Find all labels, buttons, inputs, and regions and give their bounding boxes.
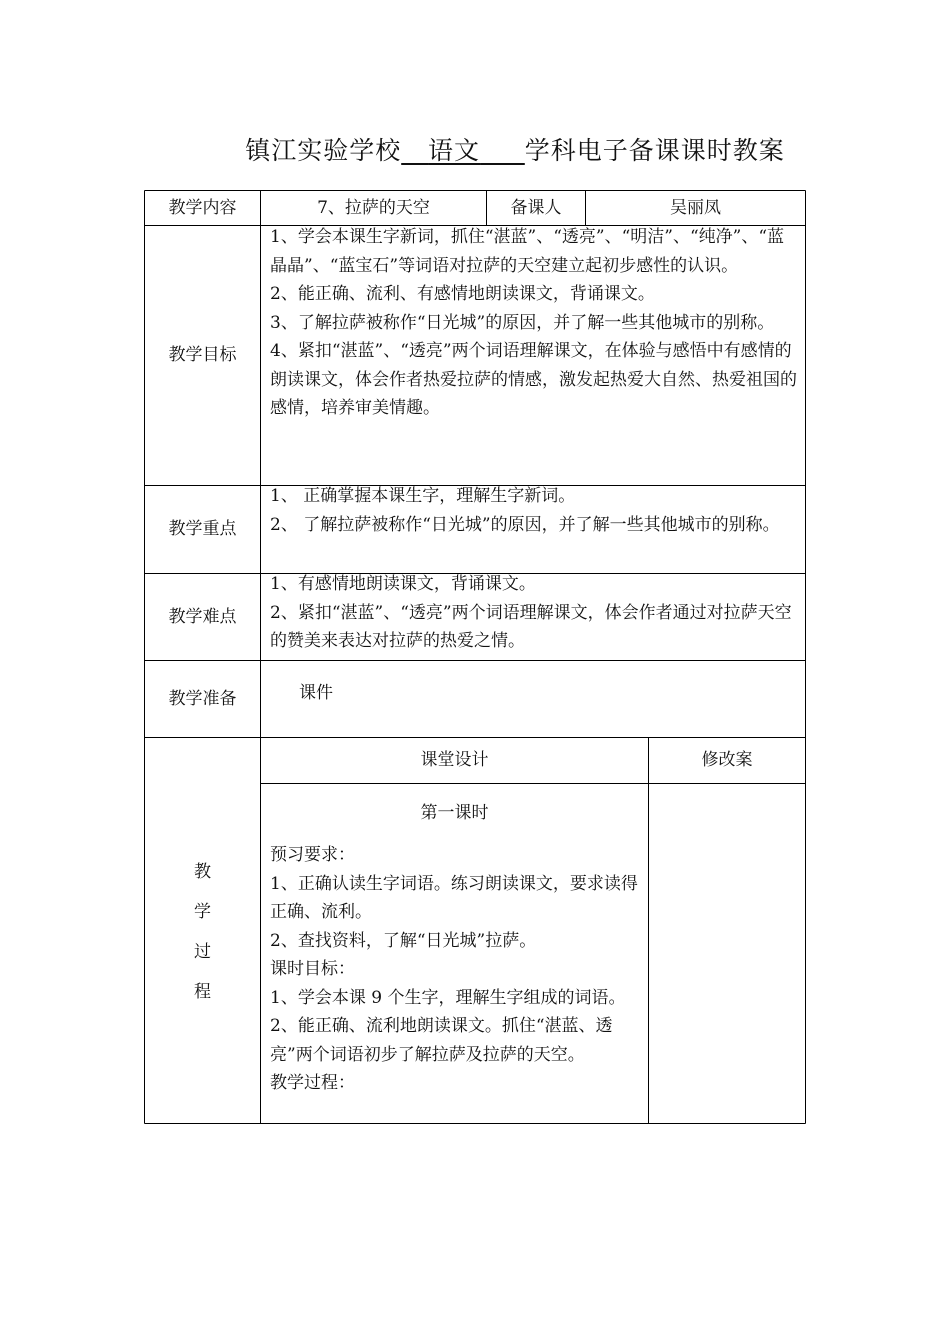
key-points-label: 教学重点 bbox=[168, 519, 237, 540]
difficulties-content bbox=[270, 570, 800, 656]
process-label bbox=[145, 852, 260, 1012]
design-header: 课堂设计 bbox=[420, 750, 489, 771]
revision-header: 修改案 bbox=[701, 750, 753, 771]
lesson-title: 第一课时 bbox=[420, 802, 489, 823]
lesson-line-1: 预习要求： bbox=[270, 845, 355, 865]
preparer-value: 吴丽凤 bbox=[670, 197, 721, 218]
lesson-line-3: 2、查找资料，了解“日光城”拉萨。 bbox=[270, 930, 537, 951]
difficulty-item-1: 1、有感情地朗读课文，背诵课文。 bbox=[270, 574, 536, 594]
content-label: 教学内容 bbox=[168, 197, 237, 218]
difficulty-item-2: 2、紧扣“湛蓝”、“透亮”两个词语理解课文，体会作者通过对拉萨天空的赞美来表达对拉萨的热爱之情。 bbox=[270, 602, 792, 651]
subject-name: 语文 bbox=[428, 136, 481, 165]
preparation-value: 课件 bbox=[299, 683, 333, 703]
lesson-design-content bbox=[270, 841, 644, 1098]
goals-label: 教学目标 bbox=[168, 345, 237, 366]
goals-content bbox=[270, 223, 800, 423]
lesson-line-2: 1、正确认读生字词语。练习朗读课文，要求读得正确、流利。 bbox=[270, 873, 638, 922]
key-points-content bbox=[270, 482, 800, 539]
difficulties-label: 教学难点 bbox=[168, 606, 237, 627]
key-point-item-2: 2、 了解拉萨被称作“日光城”的原因，并了解一些其他城市的别称。 bbox=[270, 514, 780, 535]
key-point-item-1: 1、 正确掌握本课生字，理解生字新词。 bbox=[270, 486, 576, 506]
goal-item-3: 3、了解拉萨被称作“日光城”的原因，并了解一些其他城市的别称。 bbox=[270, 312, 775, 333]
preparer-label: 备课人 bbox=[510, 197, 562, 218]
title-suffix: 学科电子备课课时教案 bbox=[524, 136, 785, 165]
lesson-line-6: 2、能正确、流利地朗读课文。抓住“湛蓝、透亮”两个词语初步了解拉萨及拉萨的天空。 bbox=[270, 1016, 613, 1065]
goal-item-2: 2、能正确、流利、有感情地朗读课文，背诵课文。 bbox=[270, 284, 655, 304]
lesson-line-4: 课时目标： bbox=[270, 959, 355, 979]
lesson-line-7: 教学过程： bbox=[270, 1073, 355, 1093]
goal-item-1: 1、学会本课生字新词，抓住“湛蓝”、“透亮”、“明洁”、“纯净”、“蓝晶晶”、“蓝宝石”等词语对拉萨的天空建立起初步感性的认识。 bbox=[270, 227, 785, 276]
lesson-line-5: 1、学会本课 9 个生字，理解生字组成的词语。 bbox=[270, 987, 626, 1008]
process-label-char-2: 学 bbox=[194, 902, 211, 922]
school-name: 镇江实验学校 bbox=[245, 136, 402, 165]
process-label-char-1: 教 bbox=[194, 862, 211, 882]
content-value: 7、拉萨的天空 bbox=[317, 197, 430, 218]
goal-item-4: 4、紧扣“湛蓝”、“透亮”两个词语理解课文，在体验与感悟中有感情的朗读课文，体会作者热爱拉萨的情感，激发起热爱大自然、热爱祖国的感情，培养审美情趣。 bbox=[270, 341, 797, 418]
process-label-char-4: 程 bbox=[194, 982, 211, 1002]
preparation-label: 教学准备 bbox=[168, 688, 237, 709]
process-label-char-3: 过 bbox=[194, 942, 211, 962]
